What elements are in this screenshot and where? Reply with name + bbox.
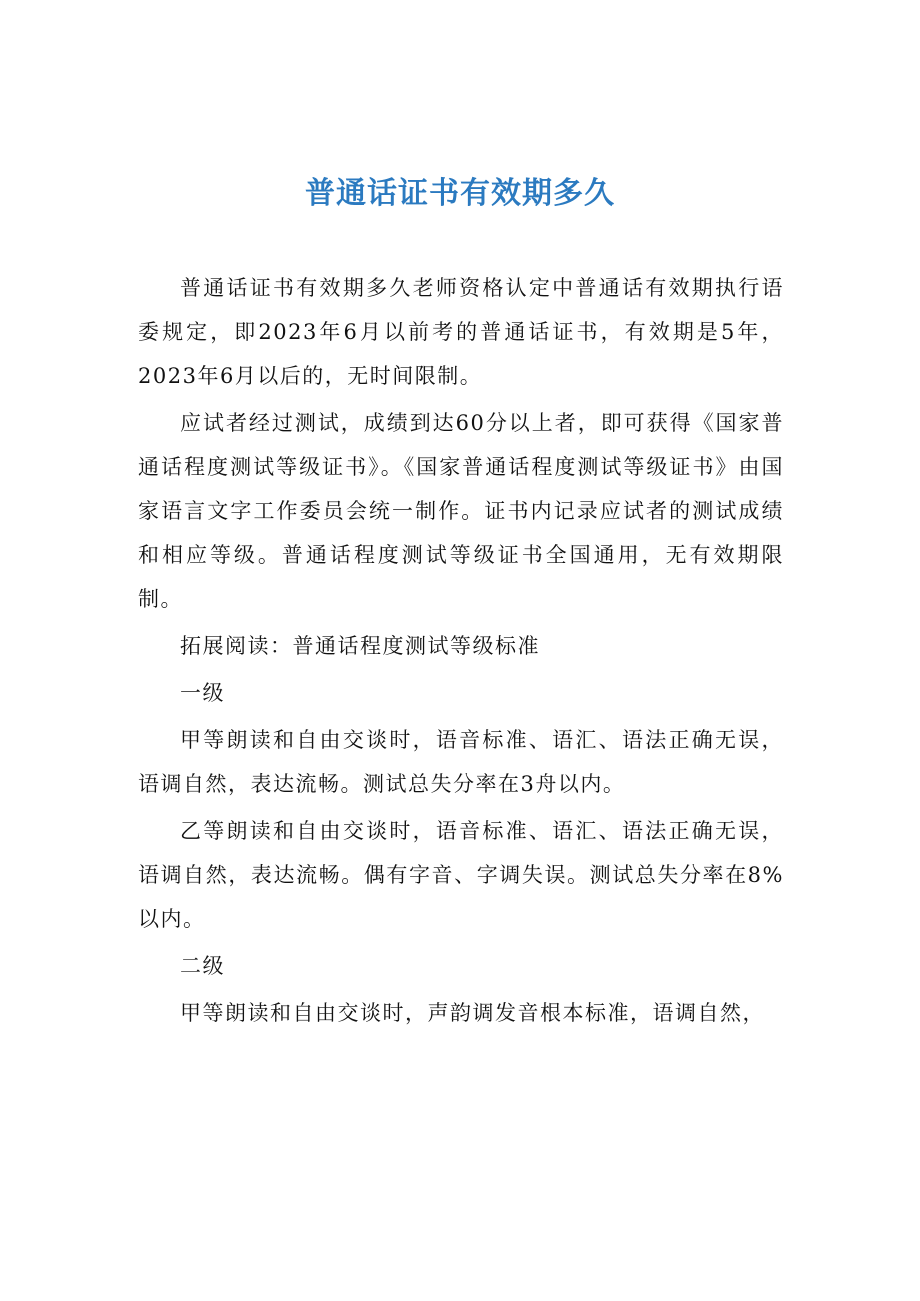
paragraph-level-one-grade-b: 乙等朗读和自由交谈时，语音标准、语汇、语法正确无误，语调自然，表达流畅。偶有字音、字调失误。测试总失分率在8%以内。	[138, 819, 784, 931]
document-title: 普通话证书有效期多久	[305, 176, 615, 211]
heading-level-one: 一级	[180, 681, 225, 705]
paragraph-level-two-grade-a: 甲等朗读和自由交谈时，声韵调发音根本标准，语调自然，	[180, 1001, 765, 1025]
heading-level-two: 二级	[180, 954, 225, 978]
paragraph-extended-reading: 拓展阅读：普通话程度测试等级标准	[180, 634, 540, 658]
paragraph-certificate-info: 应试者经过测试，成绩到达60分以上者，即可获得《国家普通话程度测试等级证书》。《国家普通话程度测试等级证书》由国家语言文字工作委员会统一制作。证书内记录应试者的测试成绩和相应等级。普通话程度测试等级证书全国通用，无有效期限制。	[138, 411, 784, 611]
paragraph-validity-rule: 普通话证书有效期多久老师资格认定中普通话有效期执行语委规定，即2023年6月以前考的普通话证书，有效期是5年，2023年6月以后的，无时间限制。	[138, 276, 784, 388]
paragraph-level-one-grade-a: 甲等朗读和自由交谈时，语音标准、语汇、语法正确无误，语调自然，表达流畅。测试总失分率在3舟以内。	[138, 728, 784, 796]
document-body	[138, 266, 784, 1038]
